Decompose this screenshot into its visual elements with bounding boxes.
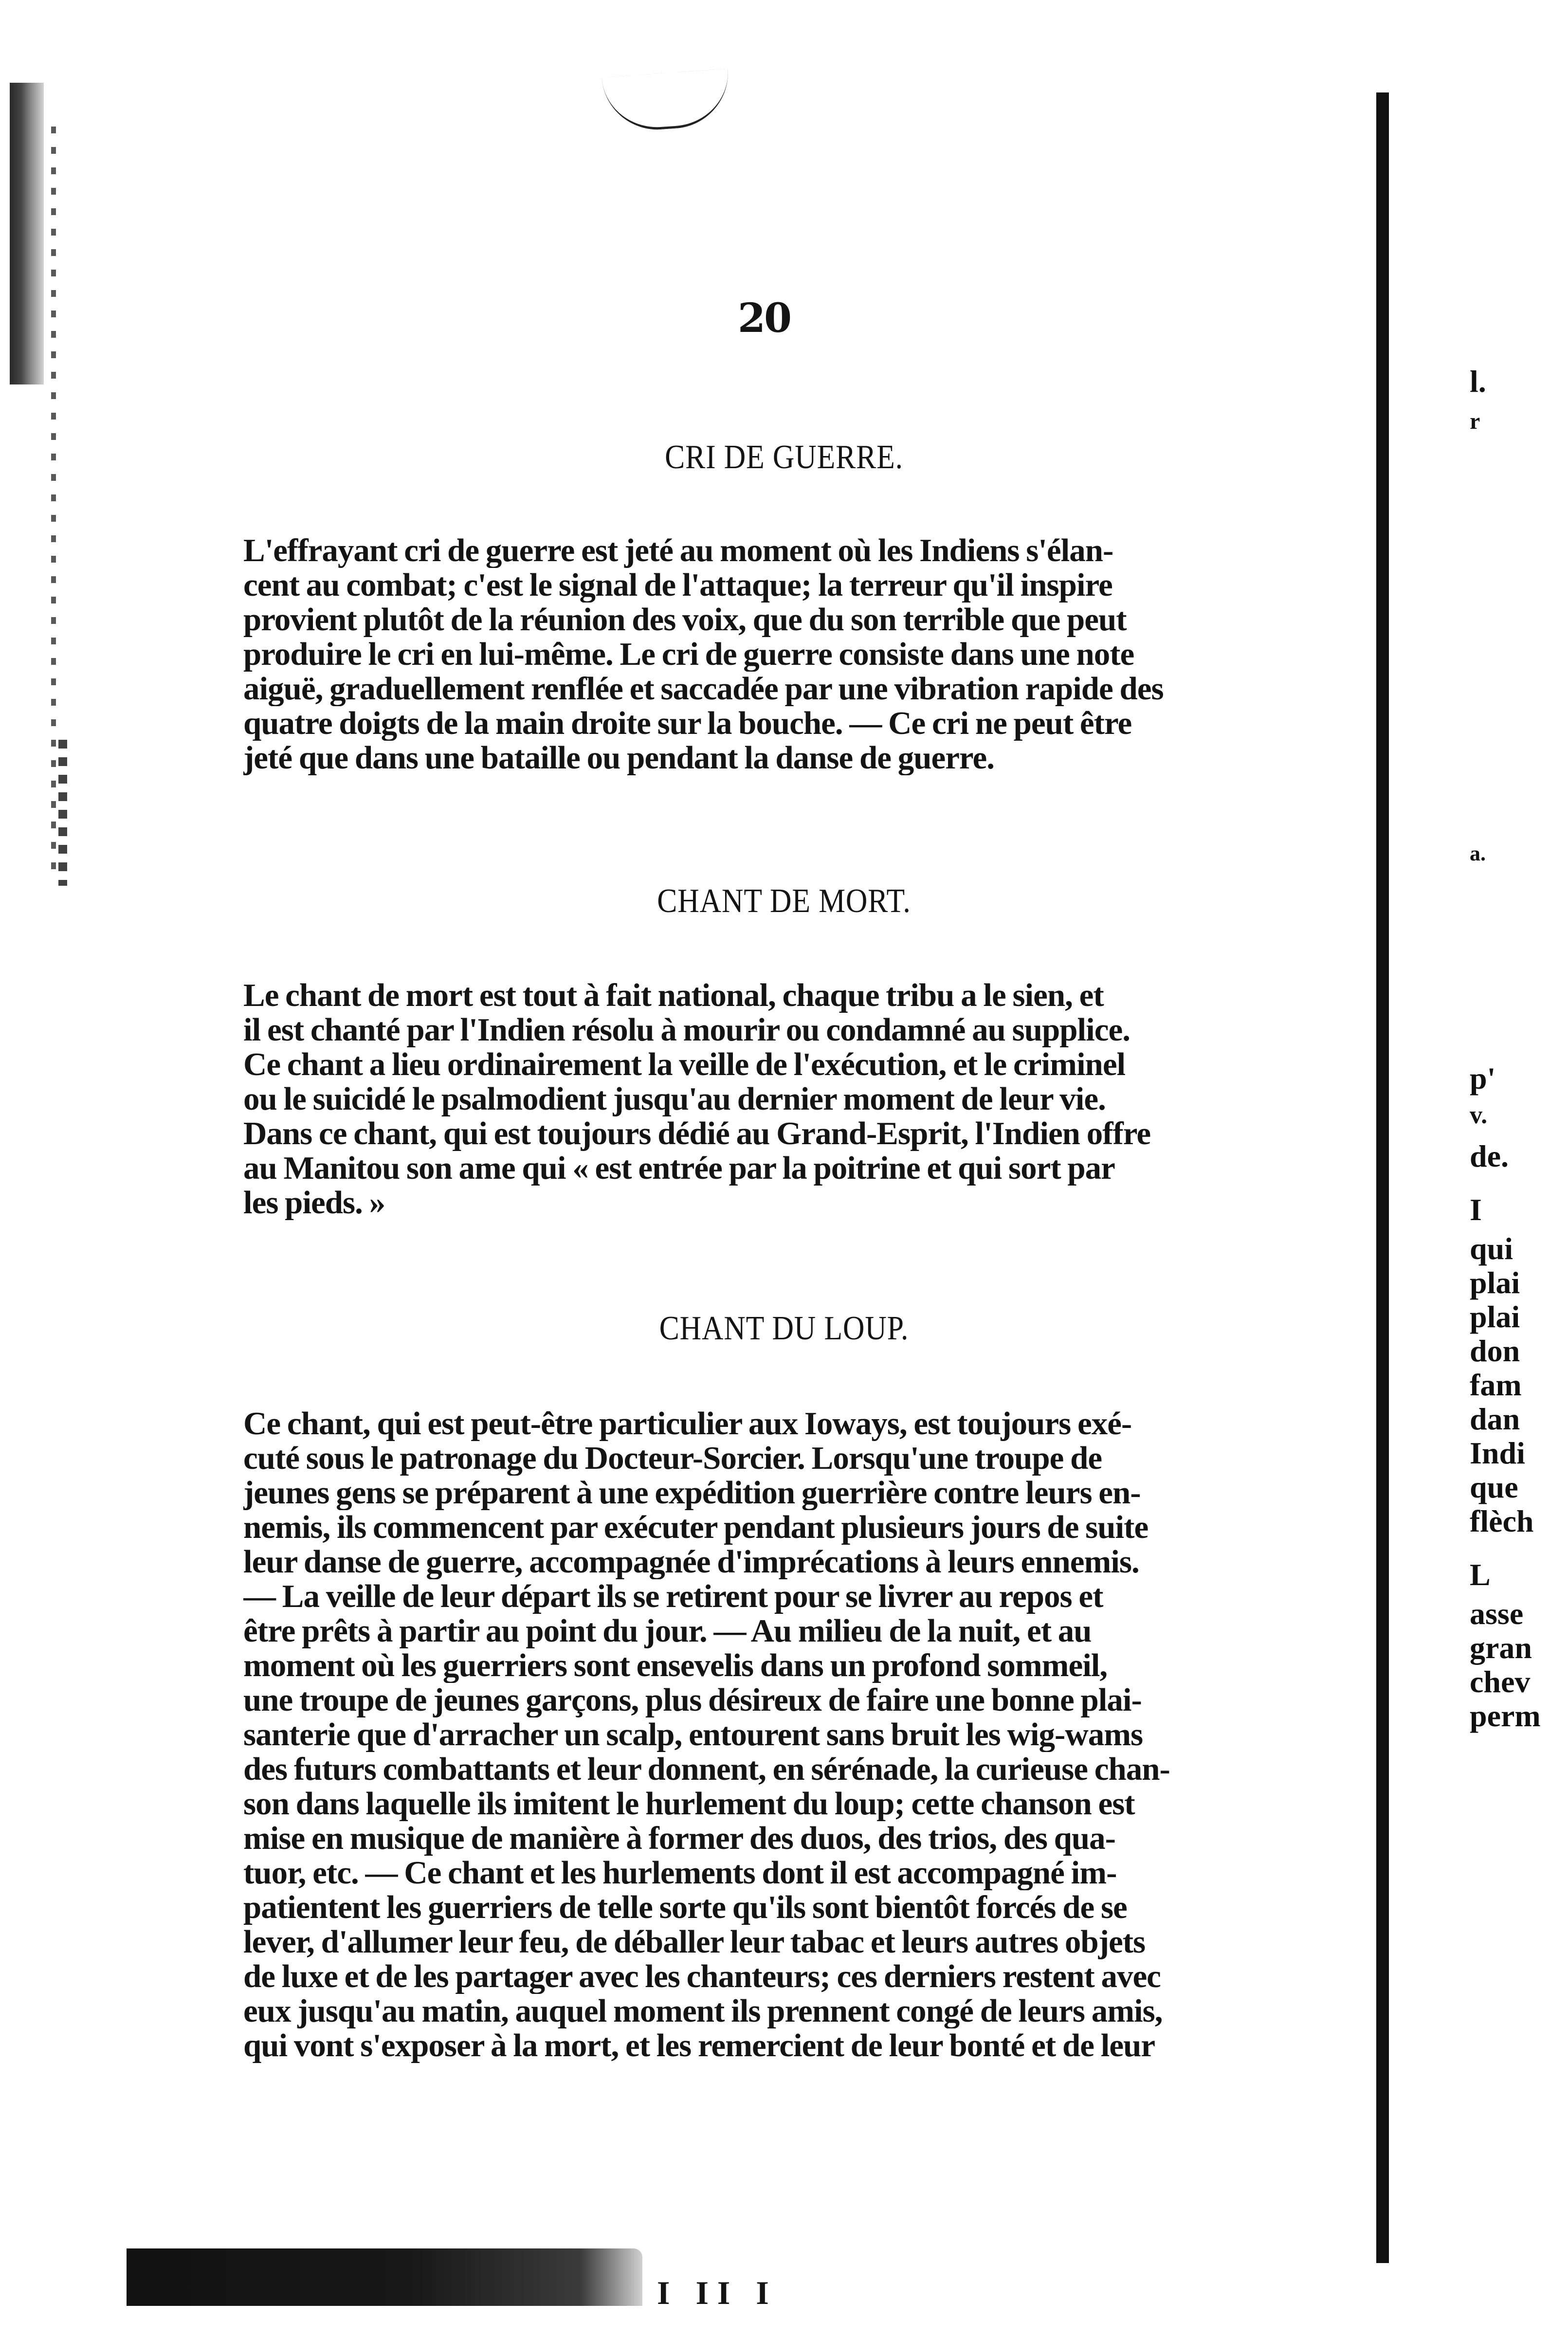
- text-line: ou le suicidé le psalmodient jusqu'au dernier moment de leur vie.: [243, 1082, 1106, 1116]
- text-line: Ce chant a lieu ordinairement la veille de l'exécution, et le criminel: [243, 1047, 1126, 1082]
- margin-fragment: dan: [1470, 1402, 1520, 1436]
- text-line: il est chanté par l'Indien résolu à mourir ou condamné au supplice.: [243, 1013, 1130, 1047]
- left-dashed-scan-edge: [58, 740, 67, 886]
- text-line: les pieds. »: [243, 1186, 385, 1220]
- section-title-cri-de-guerre: CRI DE GUERRE.: [665, 438, 903, 476]
- text-line: Ce chant, qui est peut-être particulier aux Ioways, est toujours exé-: [243, 1406, 1132, 1441]
- text-line: patientent les guerriers de telle sorte qu'ils sont bientôt forcés de se: [243, 1890, 1127, 1925]
- text-line: de luxe et de les partager avec les chanteurs; ces derniers restent avec: [243, 1959, 1161, 1994]
- margin-fragment: perm: [1470, 1699, 1541, 1733]
- text-line: nemis, ils commencent par exécuter pendant plusieurs jours de suite: [243, 1510, 1149, 1545]
- text-line: Dans ce chant, qui est toujours dédié au Grand-Esprit, l'Indien offre: [243, 1116, 1151, 1151]
- margin-fragment: asse: [1470, 1596, 1524, 1631]
- margin-fragment: l.: [1470, 364, 1486, 399]
- text-line: provient plutôt de la réunion des voix, que du son terrible que peut: [243, 603, 1127, 637]
- section-title-chant-du-loup: CHANT DU LOUP.: [659, 1310, 909, 1347]
- section-title-chant-de-mort: CHANT DE MORT.: [657, 882, 911, 920]
- text-line: produire le cri en lui-même. Le cri de guerre consiste dans une note: [243, 637, 1134, 672]
- left-dotted-scan-edge: [51, 127, 56, 881]
- text-line: des futurs combattants et leur donnent, en sérénade, la curieuse chan-: [243, 1752, 1170, 1787]
- margin-fragment: que: [1470, 1470, 1518, 1504]
- text-line: moment où les guerriers sont ensevelis dans un profond sommeil,: [243, 1648, 1108, 1683]
- text-line: quatre doigts de la main droite sur la bouche. — Ce cri ne peut être: [243, 706, 1132, 741]
- margin-fragment: plai: [1470, 1265, 1520, 1300]
- text-line: Le chant de mort est tout à fait national, chaque tribu a le sien, et: [243, 978, 1104, 1013]
- section-body-chant-du-loup: [243, 1406, 1285, 2063]
- text-line: eux jusqu'au matin, auquel moment ils prennent congé de leurs amis,: [243, 1994, 1163, 2028]
- margin-fragment: L: [1470, 1557, 1491, 1592]
- text-line: lever, d'allumer leur feu, de déballer leur tabac et leurs autres objets: [243, 1925, 1146, 1959]
- right-vertical-scan-bar: [1376, 92, 1389, 2263]
- margin-fragment: don: [1470, 1333, 1520, 1368]
- text-line: qui vont s'exposer à la mort, et les remercient de leur bonté et de leur: [243, 2028, 1155, 2063]
- section-body-cri-de-guerre: [243, 533, 1285, 775]
- text-line: cuté sous le patronage du Docteur-Sorcier. Lorsqu'une troupe de: [243, 1441, 1102, 1476]
- text-line: santerie que d'arracher un scalp, entourent sans bruit les wig-wams: [243, 1717, 1143, 1752]
- left-scan-edge: [10, 83, 44, 384]
- margin-fragment: v.: [1470, 1101, 1488, 1129]
- text-line: cent au combat; c'est le signal de l'attaque; la terreur qu'il inspire: [243, 568, 1112, 603]
- margin-fragment: a.: [1470, 841, 1486, 865]
- text-line: leur danse de guerre, accompagnée d'imprécations à leurs ennemis.: [243, 1545, 1139, 1579]
- text-line: L'effrayant cri de guerre est jeté au moment où les Indiens s'élan-: [243, 533, 1113, 568]
- bottom-printed-marks: I II I: [657, 2274, 778, 2311]
- margin-fragment: plai: [1470, 1299, 1520, 1334]
- bottom-scan-smudge: [127, 2248, 642, 2306]
- text-line: aiguë, graduellement renflée et saccadée par une vibration rapide des: [243, 672, 1164, 706]
- top-ink-scribble: [602, 69, 731, 133]
- text-line: jeté que dans une bataille ou pendant la danse de guerre.: [243, 741, 994, 775]
- text-line: au Manitou son ame qui « est entrée par la poitrine et qui sort par: [243, 1151, 1115, 1186]
- text-line: être prêts à partir au point du jour. — Au milieu de la nuit, et au: [243, 1614, 1092, 1648]
- margin-fragment: Indi: [1470, 1436, 1525, 1470]
- margin-fragment: fam: [1470, 1368, 1522, 1402]
- text-line: une troupe de jeunes garçons, plus désireux de faire une bonne plai-: [243, 1683, 1142, 1717]
- margin-fragment: I: [1470, 1192, 1482, 1227]
- page-number: 20: [737, 295, 791, 342]
- margin-fragment: gran: [1470, 1630, 1532, 1665]
- margin-fragment: qui: [1470, 1231, 1513, 1266]
- text-line: — La veille de leur départ ils se retirent pour se livrer au repos et: [243, 1579, 1103, 1614]
- margin-fragment: de.: [1470, 1139, 1509, 1173]
- text-line: mise en musique de manière à former des duos, des trios, des qua-: [243, 1821, 1115, 1856]
- margin-fragment: chev: [1470, 1664, 1531, 1699]
- text-line: son dans laquelle ils imitent le hurlement du loup; cette chanson est: [243, 1787, 1135, 1821]
- margin-fragment: r: [1470, 408, 1480, 434]
- section-body-chant-de-mort: [243, 978, 1285, 1220]
- margin-fragment: p': [1470, 1061, 1496, 1096]
- margin-fragment: flèch: [1470, 1504, 1534, 1538]
- text-line: jeunes gens se préparent à une expédition guerrière contre leurs en-: [243, 1476, 1141, 1510]
- text-line: tuor, etc. — Ce chant et les hurlements dont il est accompagné im-: [243, 1856, 1117, 1890]
